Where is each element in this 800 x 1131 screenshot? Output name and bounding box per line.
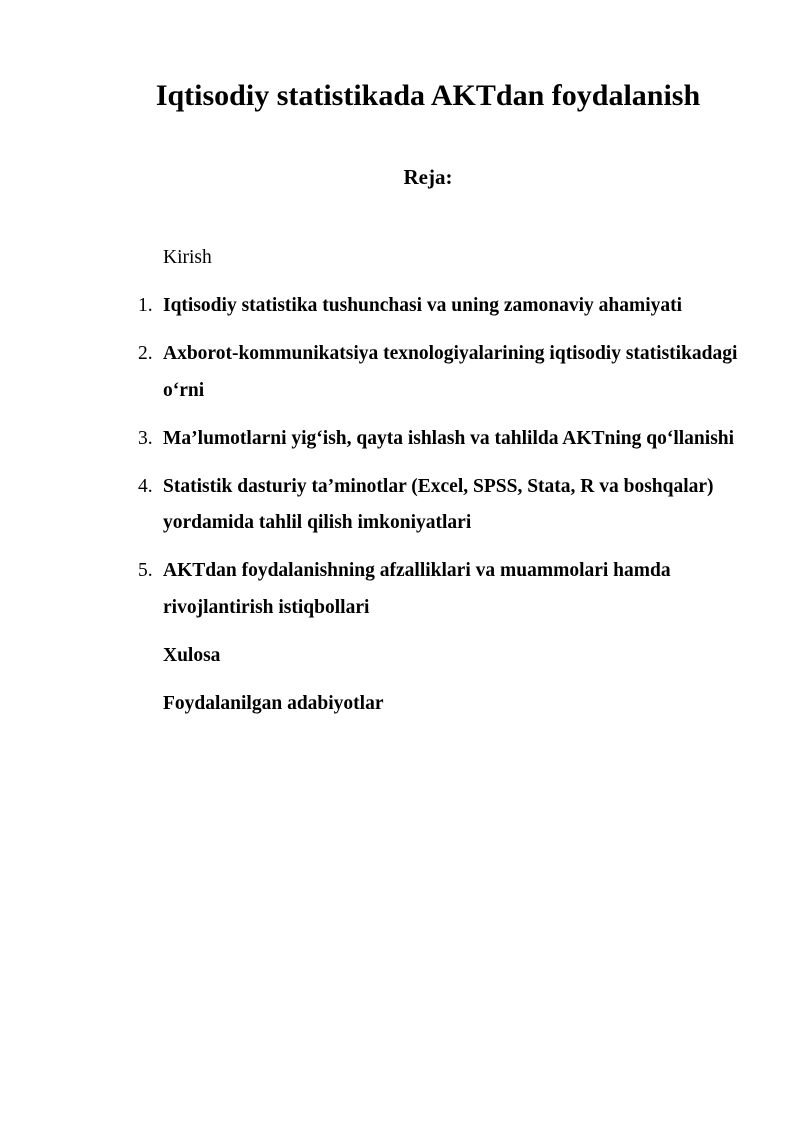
plan-entry-intro-text: Kirish: [163, 247, 212, 268]
plan-entry-conclusion-text: Xulosa: [163, 644, 221, 666]
plan-heading: Reja:: [403, 165, 453, 189]
plan-item-number: 2.: [138, 343, 153, 364]
plan-entry-intro: [0, 240, 800, 277]
plan-item-text: Axborot-kommunikatsiya texnologiyalarining iqtisodiy statistikadagi o‘rni: [163, 343, 738, 401]
plan-item-text: AKTdan foydalanishning afzalliklari va muammolari hamda rivojlantirish istiqbollari: [163, 560, 671, 618]
plan-item-number: 1.: [138, 295, 153, 316]
plan-entry-references-text: Foydalanilgan adabiyotlar: [163, 692, 384, 714]
document-title: Iqtisodiy statistikada AKTdan foydalanish: [155, 79, 701, 112]
plan-item-number: 5.: [138, 560, 153, 581]
plan-item: [0, 421, 800, 458]
plan-item: [0, 469, 800, 542]
plan-item-number: 4.: [138, 475, 153, 497]
plan-item-text: Iqtisodiy statistika tushunchasi va uning zamonaviy ahamiyati: [163, 295, 683, 316]
plan-item-number: 3.: [138, 427, 153, 449]
plan-item: [0, 288, 800, 325]
plan-list: [0, 240, 800, 734]
plan-entry-references: [0, 686, 800, 723]
plan-item: [0, 553, 800, 626]
plan-item-text: Statistik dasturiy ta’minotlar (Excel, SPSS, Stata, R va boshqalar) yordamida tahlil qilish imkoniyatlari: [163, 475, 714, 533]
plan-item: [0, 336, 800, 409]
plan-item-text: Ma’lumotlarni yig‘ish, qayta ishlash va tahlilda AKTning qo‘llanishi: [163, 427, 735, 449]
plan-entry-conclusion: [0, 638, 800, 675]
